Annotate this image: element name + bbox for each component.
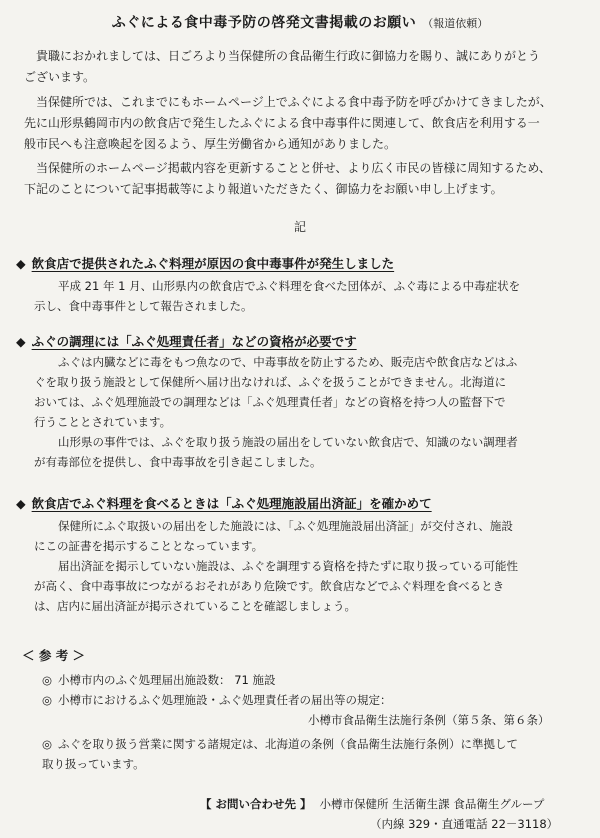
reference-item-2 xyxy=(42,690,392,710)
double-circle-icon: ◎ xyxy=(42,737,53,751)
section-heading-1 xyxy=(16,254,394,272)
section-heading-text: 飲食店で提供されたふぐ料理が原因の食中毒事件が発生しました xyxy=(31,256,395,271)
reference-item-1 xyxy=(42,670,276,690)
text-line: ぐを取り扱う施設として保健所へ届け出なければ、ふぐを扱うことができません。北海道に xyxy=(34,375,507,389)
double-circle-icon: ◎ xyxy=(42,673,53,687)
section-heading-text: 飲食店でふぐ料理を食べるときは「ふぐ処理施設届出済証」を確かめて xyxy=(31,496,432,511)
text-line: が有毒部位を提供し、食中毒事故を引き起こしました。 xyxy=(34,455,322,469)
text-line: ございます。 xyxy=(24,70,96,84)
contact-block xyxy=(200,796,544,812)
reference-text: 小樽市におけるふぐ処理施設・ふぐ処理責任者の届出等の規定： xyxy=(58,693,392,707)
text-line: 下記のことについて記事掲載等により報道いただきたく、御協力をお願い申し上げます。 xyxy=(24,182,503,196)
title-note: （報道依頼） xyxy=(422,17,489,30)
text-line: おいては、ふぐ処理施設での調理などは「ふぐ処理責任者」などの資格を持つ人の監督下で xyxy=(34,395,506,409)
reference-item-3-cont: 取り扱っています。 xyxy=(42,757,145,771)
ki-label: 記 xyxy=(293,220,306,234)
diamond-icon: ◆ xyxy=(16,496,26,511)
section-body-2 xyxy=(34,352,586,472)
page-title: ふぐによる食中毒予防の啓発文書掲載のお願い xyxy=(111,15,417,31)
text-line: にこの証書を掲示することとなっています。 xyxy=(34,539,264,553)
section-body-3 xyxy=(34,516,586,616)
text-line: 当保健所では、これまでにもホームページ上でふぐによる食中毒予防を呼びかけてきましたが、 xyxy=(36,95,552,109)
text-line: 当保健所のホームページ掲載内容を更新することと併せ、より広く市民の皆様に周知するため、 xyxy=(36,161,551,175)
text-line: は、店内に届出済証が掲示されていることを確認しましょう。 xyxy=(34,599,356,613)
contact-phone: （内線 329・直通電話 22－3118） xyxy=(370,817,559,831)
title-row xyxy=(0,12,600,32)
reference-text: ふぐを取り扱う営業に関する諸規定は、北海道の条例（食品衛生法施行条例）に準拠して xyxy=(58,737,519,751)
section-heading-2 xyxy=(16,332,357,350)
reference-item-3 xyxy=(42,734,518,754)
contact-org: 小樽市保健所 生活衛生課 食品衛生グループ xyxy=(319,797,545,811)
text-line: 行うこととされています。 xyxy=(34,415,172,429)
text-line: 示し、食中毒事件として報告されました。 xyxy=(34,299,253,313)
reference-title: ＜ 参 考 ＞ xyxy=(22,648,86,663)
intro-paragraph-3 xyxy=(24,158,584,200)
intro-paragraph-1 xyxy=(24,46,584,88)
text-line: 平成 21 年 1 月、山形県内の飲食店でふぐ料理を食べた団体が、ふぐ毒による中毒症状を xyxy=(58,279,521,293)
diamond-icon: ◆ xyxy=(16,256,26,271)
reference-text: 小樽市内のふぐ処理届出施設数： 71 施設 xyxy=(58,673,276,687)
reference-item-2-sub: 小樽市食品衛生法施行条例（第５条、第６条） xyxy=(308,713,550,727)
text-line: ふぐは内臓などに毒をもつ魚なので、中毒事故を防止するため、販売店や飲食店などはふ xyxy=(58,355,518,369)
section-body-1 xyxy=(34,276,586,316)
text-line: 般市民へも注意喚起を図るよう、厚生労働省から通知がありました。 xyxy=(24,137,397,151)
text-line: 届出済証を掲示していない施設は、ふぐを調理する資格を持たずに取り扱っている可能性 xyxy=(58,559,518,573)
intro-paragraph-2 xyxy=(24,92,584,155)
contact-label: 【 お問い合わせ先 】 xyxy=(200,797,312,811)
text-line: が高く、食中毒事故につながるおそれがあり危険です。飲食店などでふぐ料理を食べるとき xyxy=(34,579,505,593)
text-line: 先に山形県鶴岡市内の飲食店で発生したふぐによる食中毒事件に関連して、飲食店を利用する一 xyxy=(24,116,540,130)
section-heading-3 xyxy=(16,494,432,512)
double-circle-icon: ◎ xyxy=(42,693,53,707)
section-heading-text: ふぐの調理には「ふぐ処理責任者」などの資格が必要です xyxy=(31,334,357,349)
text-line: 保健所にふぐ取扱いの届出をした施設には、「ふぐ処理施設届出済証」が交付され、施設 xyxy=(58,519,513,533)
diamond-icon: ◆ xyxy=(16,334,26,349)
text-line: 山形県の事件では、ふぐを取り扱う施設の届出をしていない飲食店で、知識のない調理者 xyxy=(58,435,518,449)
text-line: 貴職におかれましては、日ごろより当保健所の食品衛生行政に御協力を賜り、誠にありがとう xyxy=(36,49,541,63)
